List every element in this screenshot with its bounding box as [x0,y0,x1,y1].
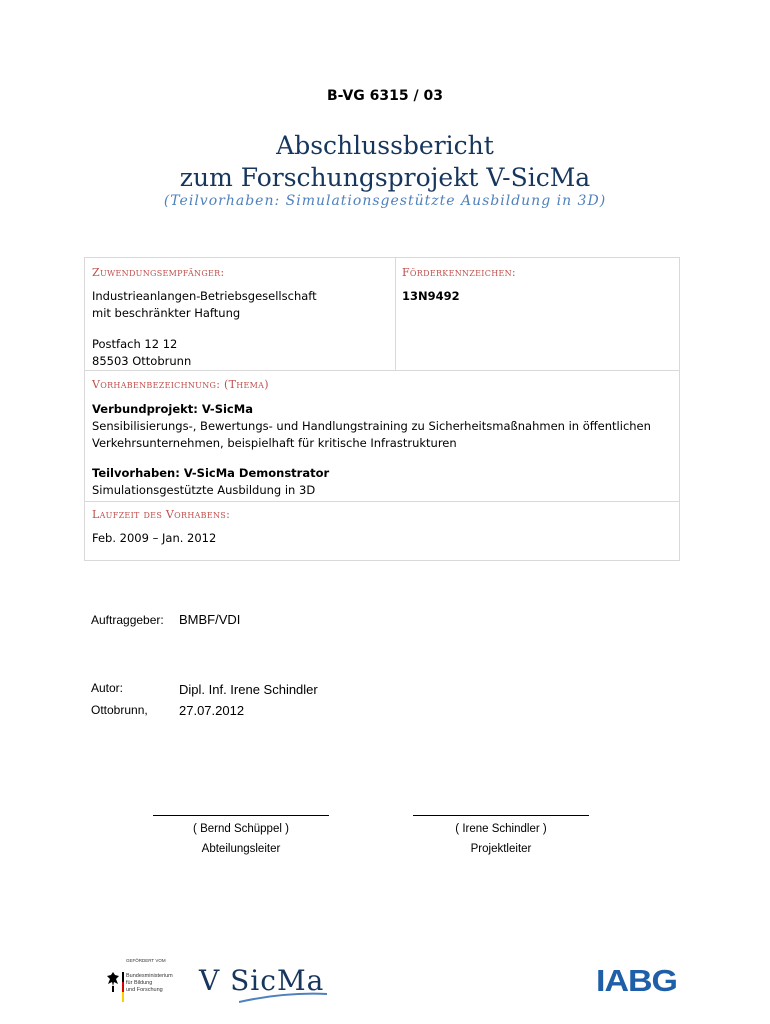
funding-value: 13N9492 [402,289,460,303]
author-value: Dipl. Inf. Irene Schindler [179,682,318,697]
subproject-title: Teilvorhaben: V-SicMa Demonstrator [92,466,330,480]
report-title: Abschlussbericht [276,131,494,160]
box-divider-1 [85,370,679,371]
eagle-icon [106,970,120,994]
vsicma-logo-text: V SicMa [199,964,325,997]
subproject-description: Simulationsgestützte Ausbildung in 3D [92,483,316,497]
recipient-line-2: mit beschränkter Haftung [92,306,241,320]
signature-line-right [413,815,589,816]
box-divider-vertical [395,258,396,370]
address-line-1: Postfach 12 12 [92,337,178,351]
signatory-right-name: ( Irene Schindler ) [455,823,547,835]
project-info-box [84,257,680,561]
bmbf-caption: GEFÖRDERT VOM [126,958,166,963]
address-line-2: 85503 Ottobrunn [92,354,192,368]
bmbf-line-1: Bundesministerium [126,973,173,979]
vsicma-swoosh-icon [239,990,329,1006]
joint-project-line-2: Verkehrsunternehmen, beispielhaft für kritische Infrastrukturen [92,436,457,450]
report-subtitle: (Teilvorhaben: Simulationsgestützte Ausbildung in 3D) [163,193,607,209]
box-divider-2 [85,501,679,502]
project-label: Vorhabenbezeichnung: (Thema) [92,378,269,391]
funding-label: Förderkennzeichen: [402,266,516,279]
recipient-line-1: Industrieanlangen-Betriebsgesellschaft [92,289,317,303]
vsicma-logo [199,962,339,1012]
bmbf-logo [104,958,184,1008]
iabg-logo: IABG [596,963,677,999]
joint-project-title: Verbundprojekt: V-SicMa [92,402,253,416]
client-value: BMBF/VDI [179,612,241,627]
joint-project-line-1: Sensibilisierungs-, Bewertungs- und Handlungstraining zu Sicherheitsmaßnahmen in öffentlichen [92,419,651,433]
signatory-right-role: Projektleiter [470,843,532,855]
duration-label: Laufzeit des Vorhabens: [92,508,231,521]
signatory-left-role: Abteilungsleiter [201,843,281,855]
bmbf-line-2: für Bildung [126,980,153,986]
date-value: 27.07.2012 [179,703,245,718]
duration-value: Feb. 2009 – Jan. 2012 [92,531,217,545]
signatory-left-name: ( Bernd Schüppel ) [193,823,289,835]
place-label: Ottobrunn, [91,703,148,717]
bmbf-flag-stripe [122,972,124,1002]
signature-line-left [153,815,329,816]
recipient-label: Zuwendungsempfänger: [92,266,225,279]
document-number: B-VG 6315 / 03 [327,88,443,104]
client-label: Auftraggeber: [91,613,164,627]
report-title-project: zum Forschungsprojekt V-SicMa [179,163,591,192]
bmbf-line-3: und Forschung [126,987,163,993]
author-label: Autor: [91,681,124,695]
